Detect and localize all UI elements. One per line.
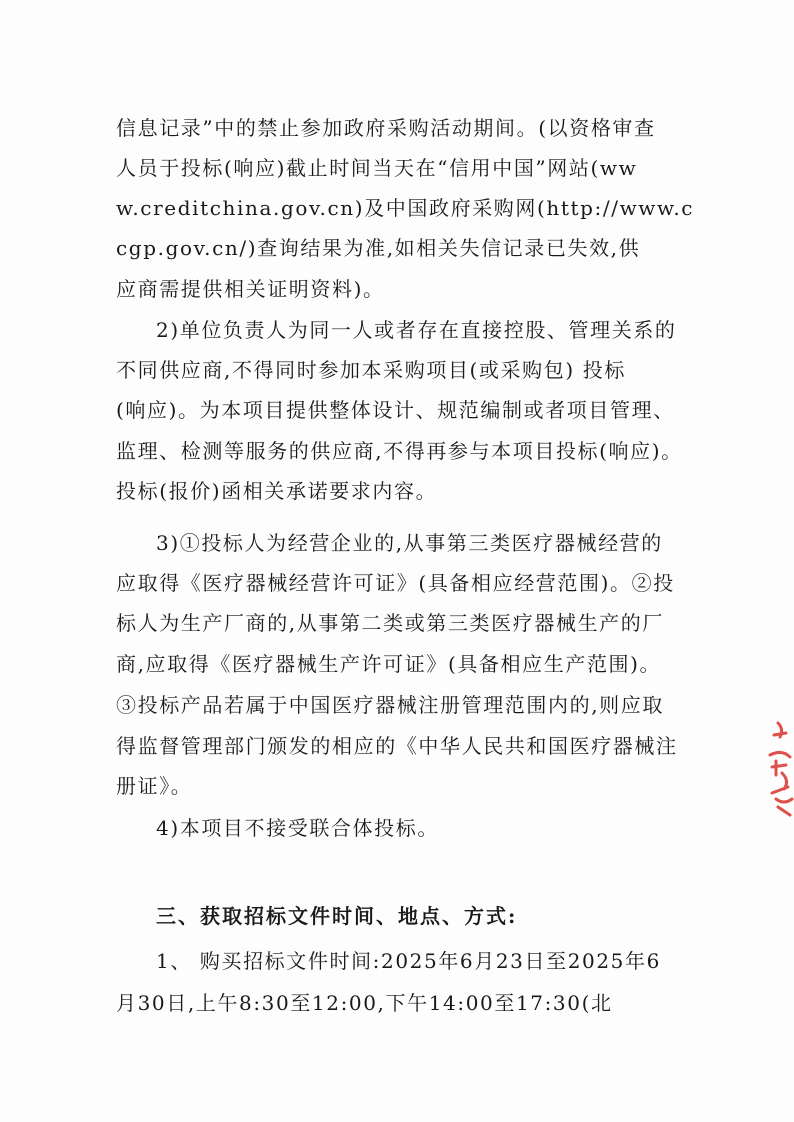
paragraph-line: 监理、检测等服务的供应商,不得再参与本项目投标(响应)。 — [116, 439, 683, 463]
paragraph-line: w.creditchina.gov.cn)及中国政府采购网(http://www.c — [116, 196, 695, 220]
paragraph-line: 人员于投标(响应)截止时间当天在“信用中国”网站(ww — [116, 156, 638, 180]
seal-stamp-edge — [764, 715, 794, 825]
paragraph-line: 信息记录”中的禁止参加政府采购活动期间。(以资格审查 — [116, 116, 656, 140]
paragraph-line: 应商需提供相关证明资料)。 — [116, 277, 385, 301]
paragraph-line: 得监督管理部门颁发的相应的《中华人民共和国医疗器械注 — [116, 734, 678, 758]
paragraph-line: 月30日,上午8:30至12:00,下午14:00至17:30(北 — [116, 991, 613, 1015]
paragraph-line: 标人为生产厂商的,从事第二类或第三类医疗器械生产的厂 — [116, 611, 664, 635]
paragraph-line: 册证》。 — [116, 774, 193, 798]
paragraph-line: ③投标产品若属于中国医疗器械注册管理范围内的,则应取 — [116, 693, 664, 717]
paragraph-line: 3)①投标人为经营企业的,从事第三类医疗器械经营的 — [156, 531, 663, 555]
paragraph-line: 4)本项目不接受联合体投标。 — [156, 816, 439, 840]
paragraph-line: (响应)。为本项目提供整体设计、规范编制或者项目管理、 — [116, 398, 675, 422]
paragraph-line: 1、 购买招标文件时间:2025年6月23日至2025年6 — [156, 949, 661, 973]
paragraph-line: 不同供应商,不得同时参加本采购项目(或采购包) 投标 — [116, 358, 626, 382]
paragraph-line: 商,应取得《医疗器械生产许可证》(具备相应生产范围)。 — [116, 652, 662, 676]
paragraph-line: 2)单位负责人为同一人或者存在直接控股、管理关系的 — [156, 318, 677, 342]
paragraph-line: cgp.gov.cn/)查询结果为准,如相关失信记录已失效,供 — [116, 236, 641, 260]
paragraph-line: 应取得《医疗器械经营许可证》(具备相应经营范围)。②投 — [116, 571, 675, 595]
paragraph-line: 投标(报价)函相关承诺要求内容。 — [116, 479, 438, 503]
section-heading: 三、获取招标文件时间、地点、方式: — [156, 904, 518, 928]
